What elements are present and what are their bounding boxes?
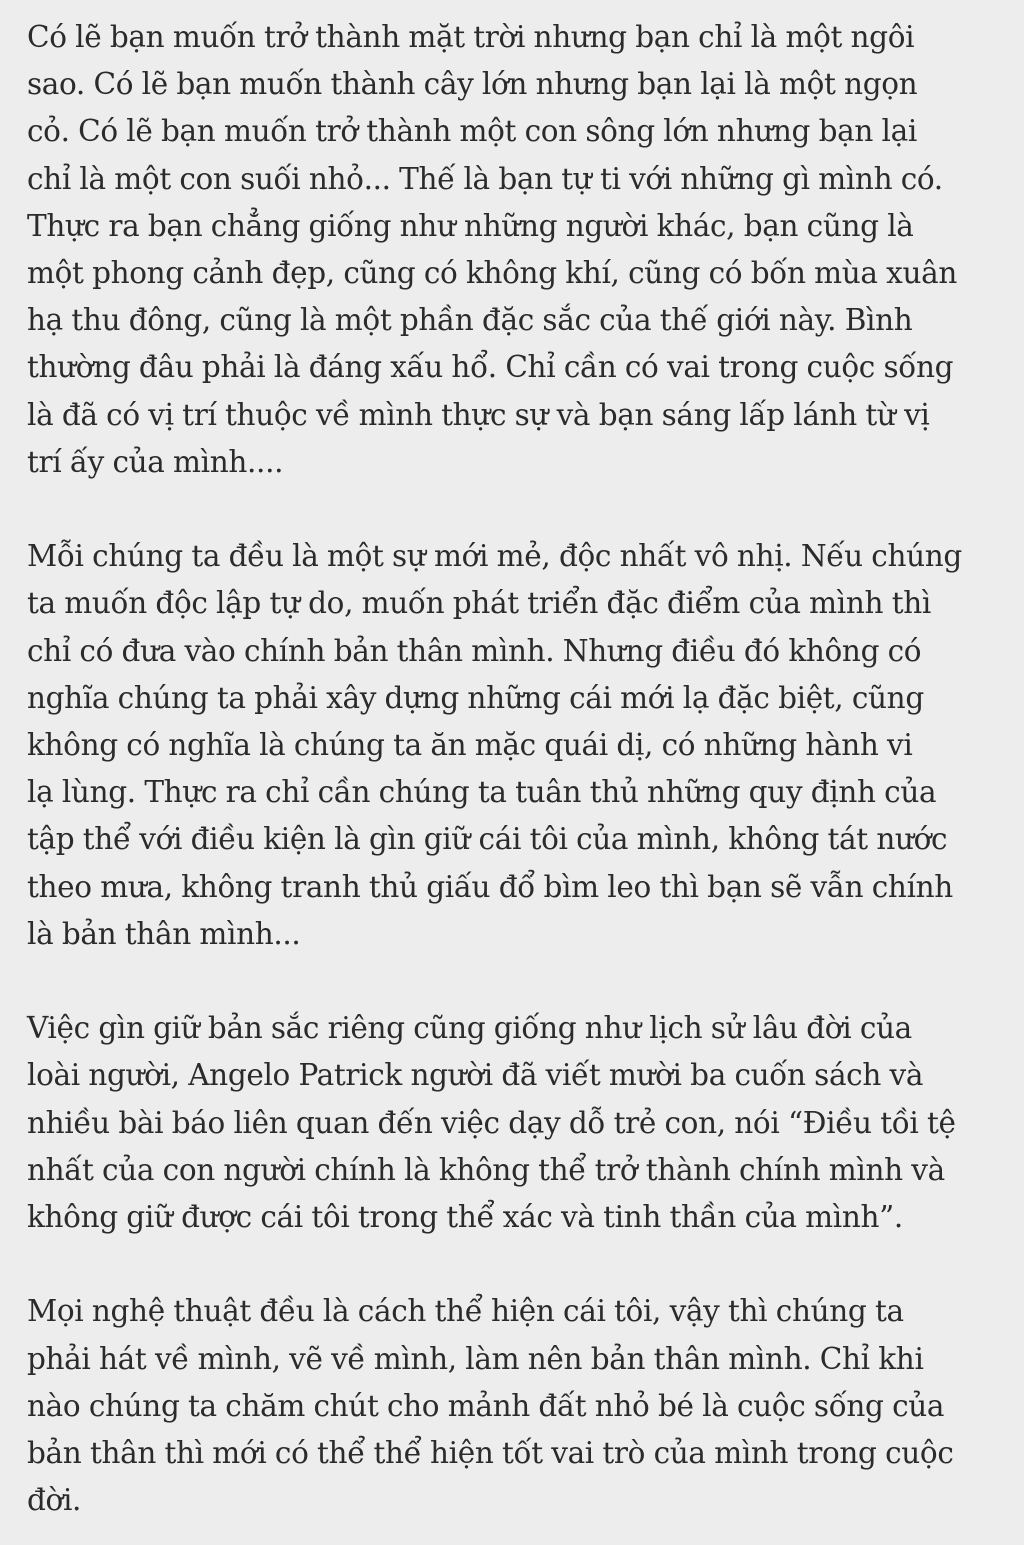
text-line: tập thể với điều kiện là gìn giữ cái tôi của mình, không tát nước (27, 822, 948, 857)
text-line: lạ lùng. Thực ra chỉ cần chúng ta tuân thủ những quy định của (27, 775, 937, 810)
text-line: nhất của con người chính là không thể trở thành chính mình và (27, 1152, 945, 1187)
text-line: ta muốn độc lập tự do, muốn phát triển đặc điểm của mình thì (27, 586, 931, 621)
text-line: một phong cảnh đẹp, cũng có không khí, cũng có bốn mùa xuân (27, 256, 957, 291)
text-line: Thực ra bạn chẳng giống như những người khác, bạn cũng là (27, 208, 914, 243)
text-line: nhiều bài báo liên quan đến việc dạy dỗ trẻ con, nói “Điều tồi tệ (27, 1105, 956, 1140)
text-line: Có lẽ bạn muốn trở thành mặt trời nhưng bạn chỉ là một ngôi (27, 20, 915, 54)
text-line: sao. Có lẽ bạn muốn thành cây lớn nhưng bạn lại là một ngọn (27, 67, 918, 102)
text-line: nào chúng ta chăm chút cho mảnh đất nhỏ bé là cuộc sống của (27, 1388, 945, 1423)
text-line: loài người, Angelo Patrick người đã viết mười ba cuốn sách và (27, 1058, 924, 1093)
text-line: đời. (27, 1483, 82, 1518)
text-line: thường đâu phải là đáng xấu hổ. Chỉ cần có vai trong cuộc sống (27, 350, 954, 385)
text-line: Mọi nghệ thuật đều là cách thể hiện cái tôi, vậy thì chúng ta (27, 1294, 904, 1329)
text-line: là bản thân mình... (27, 916, 301, 951)
text-line: Việc gìn giữ bản sắc riêng cũng giống như lịch sử lâu đời của (27, 1011, 912, 1046)
text-line: chỉ là một con suối nhỏ... Thế là bạn tự ti với những gì mình có. (27, 161, 943, 196)
text-line: hạ thu đông, cũng là một phần đặc sắc của thế giới này. Bình (27, 303, 913, 338)
text-line: cỏ. Có lẽ bạn muốn trở thành một con sông lớn nhưng bạn lại (27, 114, 917, 149)
text-line: nghĩa chúng ta phải xây dựng những cái mới lạ đặc biệt, cũng (27, 680, 924, 715)
paragraph-4 (27, 1288, 1014, 1524)
text-line: là đã có vị trí thuộc về mình thực sự và bạn sáng lấp lánh từ vị (27, 397, 930, 432)
text-line: trí ấy của mình.... (27, 444, 284, 479)
text-line: bản thân thì mới có thể thể hiện tốt vai trò của mình trong cuộc (27, 1436, 954, 1471)
text-line: phải hát về mình, vẽ về mình, làm nên bản thân mình. Chỉ khi (27, 1341, 924, 1376)
text-line: không có nghĩa là chúng ta ăn mặc quái dị, có những hành vi (27, 728, 913, 763)
paragraph-3 (27, 1005, 1014, 1241)
text-line: chỉ có đưa vào chính bản thân mình. Nhưng điều đó không có (27, 633, 922, 668)
paragraph-1 (27, 14, 1014, 486)
paragraph-2 (27, 533, 1014, 958)
text-line: không giữ được cái tôi trong thể xác và tinh thần của mình”. (27, 1200, 903, 1235)
text-line: theo mưa, không tranh thủ giấu đổ bìm leo thì bạn sẽ vẫn chính (27, 869, 953, 904)
text-line: Mỗi chúng ta đều là một sự mới mẻ, độc nhất vô nhị. Nếu chúng (27, 539, 962, 574)
